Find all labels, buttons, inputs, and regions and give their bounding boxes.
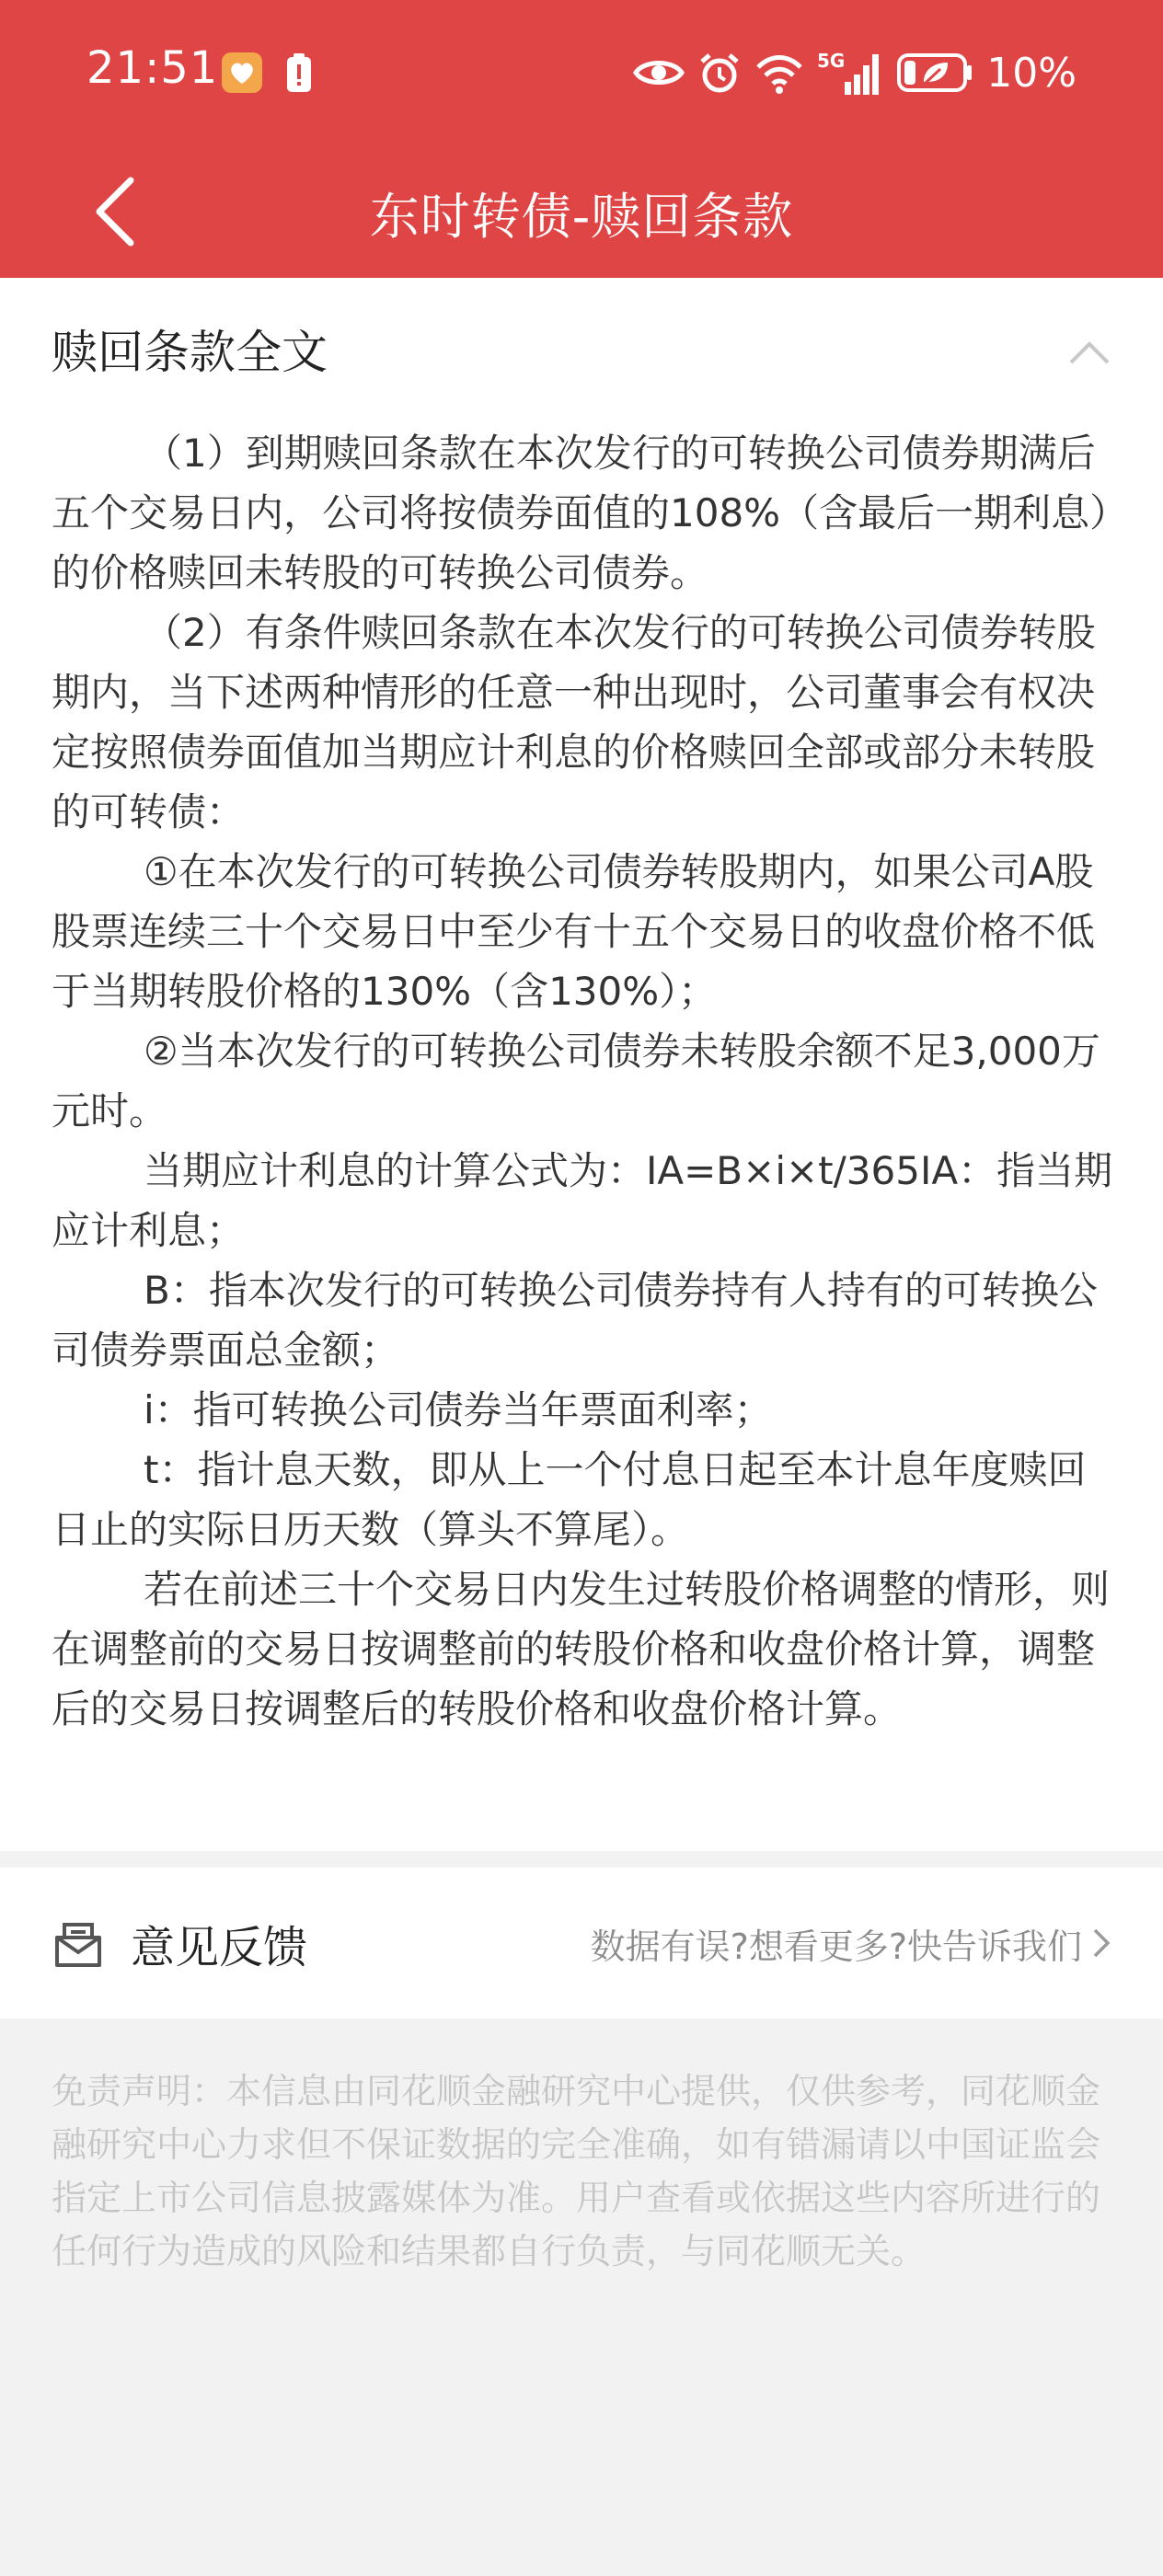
heart-app-icon	[221, 52, 263, 94]
feedback-row[interactable]	[0, 1868, 1163, 2018]
clause-paragraph: 当期应计利息的计算公式为：IA=B×i×t/365IA：指当期应计利息；	[52, 1148, 1113, 1253]
status-icons	[633, 42, 1077, 103]
clause-paragraph: （1）到期赎回条款在本次发行的可转换公司债券期满后五个交易日内，公司将按债券面值的108%（含最后一期利息）的价格赎回未转股的可转换公司债券。	[52, 431, 1110, 595]
page-title: 东时转债-赎回条款	[369, 187, 794, 246]
back-button[interactable]	[77, 173, 151, 250]
status-bar	[0, 0, 1163, 147]
section-header[interactable]	[52, 320, 1111, 385]
navigation-bar	[0, 147, 1163, 278]
clause-paragraph: i：指可转换公司债券当年票面利率；	[144, 1387, 773, 1432]
alarm-icon	[697, 51, 742, 95]
clause-paragraph: B：指本次发行的可转换公司债券持有人持有的可转换公司债券票面总金额；	[52, 1268, 1098, 1373]
feedback-icon	[53, 1917, 103, 1969]
feedback-link-text: 数据有误?想看更多?快告诉我们	[590, 1926, 1082, 1967]
app-header	[0, 0, 1163, 278]
battery-percentage: 10%	[986, 49, 1077, 97]
clause-paragraph: ①在本次发行的可转换公司债券转股期内，如果公司A股股票连续三十个交易日中至少有十五个交易日的收盘价格不低于当期转股价格的130%（含130%）；	[52, 849, 1096, 1014]
eye-icon	[633, 54, 685, 91]
chevron-right-icon	[1091, 1926, 1111, 1960]
network-type-label: 5G	[817, 50, 846, 72]
clause-paragraph: 若在前述三十个交易日内发生过转股价格调整的情形，则在调整前的交易日按调整前的转股价格和收盘价格计算，调整后的交易日按调整后的转股价格和收盘价格计算。	[52, 1567, 1111, 1731]
feedback-title: 意见反馈	[131, 1921, 308, 1973]
wifi-icon	[754, 51, 804, 95]
chevron-up-icon[interactable]	[1067, 331, 1111, 375]
chevron-left-icon	[92, 176, 136, 247]
status-time: 21:51	[86, 42, 219, 94]
cellular-signal-icon	[817, 49, 883, 97]
clause-paragraph: t：指计息天数，即从上一个付息日起至本计息年度赎回日止的实际日历天数（算头不算尾）。	[52, 1447, 1087, 1552]
clause-text	[52, 423, 1119, 1739]
feedback-link[interactable]	[591, 1868, 1111, 2018]
clause-paragraph: （2）有条件赎回条款在本次发行的可转换公司债券转股期内，当下述两种情形的任意一种出现时，公司董事会有权决定按照债券面值加当期应计利息的价格赎回全部或部分未转股的可转债：	[52, 610, 1096, 834]
disclaimer-text: 免责声明：本信息由同花顺金融研究中心提供，仅供参考，同花顺金融研究中心力求但不保证数据的完全准确，如有错漏请以中国证监会指定上市公司信息披露媒体为准。用户查看或依据这些内容所进行的任何行为造成的风险和结果都自行负责，与同花顺无关。	[52, 2071, 1101, 2271]
clause-paragraph: ②当本次发行的可转换公司债券未转股余额不足3,000万元时。	[52, 1029, 1100, 1133]
section-title: 赎回条款全文	[52, 326, 328, 379]
battery-saver-icon	[896, 52, 973, 93]
battery-alert-icon	[278, 52, 320, 94]
redemption-clause-card	[0, 278, 1163, 1851]
